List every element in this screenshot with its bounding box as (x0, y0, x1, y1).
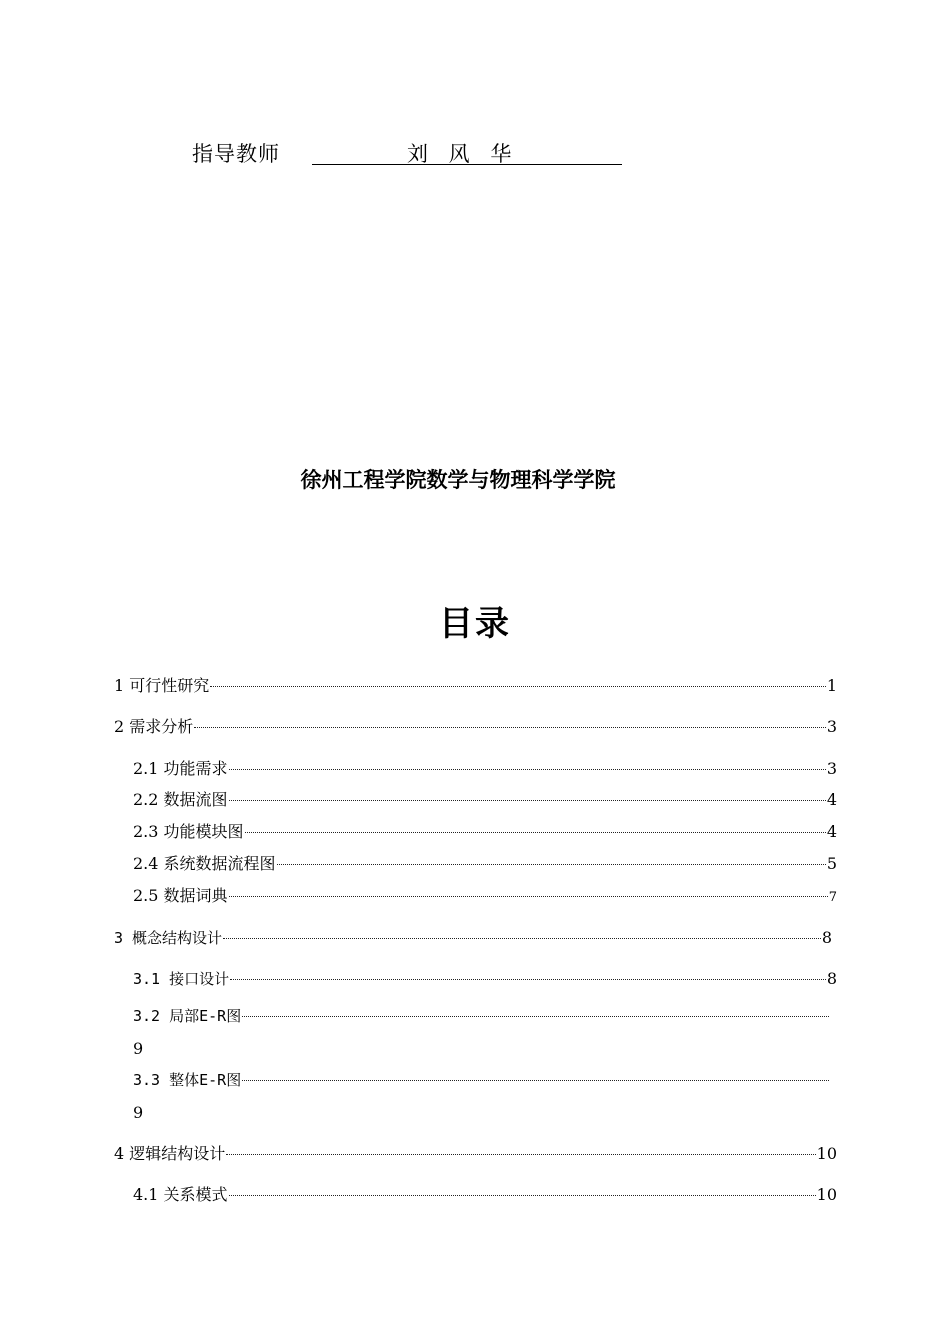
toc-entry-label: 2.1 功能需求 (133, 759, 228, 778)
college-name: 徐州工程学院数学与物理科学学院 (300, 468, 616, 492)
toc-entry-page: 8 (826, 969, 837, 988)
toc-leader-dots (245, 832, 826, 833)
toc-entry-page: 3 (826, 759, 837, 778)
toc-entry-page: 9 (133, 1039, 144, 1058)
toc-leader-dots (210, 686, 826, 687)
toc-entry-label: 3.1 接口设计 (133, 970, 230, 988)
toc-entry-label: 4.1 关系模式 (133, 1185, 228, 1204)
toc-entry[interactable] (133, 884, 837, 908)
toc-entry-page: 10 (816, 1144, 837, 1163)
toc-entry-page: 5 (826, 854, 837, 873)
toc-entry-label: 3 概念结构设计 (114, 929, 223, 947)
toc-leader-dots (242, 1080, 829, 1081)
toc-entry-label: 2.4 系统数据流程图 (133, 854, 276, 873)
toc-leader-dots (277, 864, 826, 865)
toc-entry-label: 2.3 功能模块图 (133, 822, 244, 841)
toc-title: 目录 (439, 604, 511, 644)
toc-entry-page: 1 (826, 676, 837, 695)
toc-entry[interactable] (133, 820, 837, 844)
toc-entry[interactable] (114, 926, 832, 950)
toc-entry-label: 2.2 数据流图 (133, 790, 228, 809)
toc-entry[interactable] (114, 715, 837, 739)
toc-entry-label: 2 需求分析 (114, 717, 194, 736)
toc-entry[interactable] (133, 788, 837, 812)
toc-entry-label: 2.5 数据词典 (133, 886, 228, 905)
toc-leader-dots (223, 938, 821, 939)
toc-leader-dots (229, 896, 828, 897)
advisor-label: 指导教师 (192, 142, 280, 166)
toc-leader-dots (230, 979, 826, 980)
toc-entry[interactable] (133, 852, 837, 876)
toc-leader-dots (229, 800, 826, 801)
toc-entry-page: 10 (816, 1185, 837, 1204)
toc-entry-page: 3 (826, 717, 837, 736)
toc-entry-label: 1 可行性研究 (114, 676, 210, 695)
toc-entry-label: 3.3 整体E-R图 (133, 1071, 242, 1089)
toc-entry-page: 7 (828, 890, 837, 905)
toc-leader-dots (229, 1195, 816, 1196)
toc-entry[interactable] (114, 1142, 837, 1166)
toc-entry[interactable] (133, 757, 837, 781)
advisor-name: 刘 风 华 (407, 142, 519, 166)
toc-leader-dots (194, 727, 826, 728)
toc-leader-dots (229, 769, 826, 770)
toc-entry-label: 3.2 局部E-R图 (133, 1007, 242, 1025)
toc-entry[interactable] (133, 1183, 837, 1207)
toc-entry-page: 4 (826, 822, 837, 841)
toc-entry-page: 4 (826, 790, 837, 809)
toc-entry-label: 4 逻辑结构设计 (114, 1144, 226, 1163)
toc-entry-page: 8 (821, 928, 832, 947)
toc-leader-dots (226, 1154, 815, 1155)
toc-entry[interactable] (133, 1068, 830, 1092)
toc-entry[interactable] (133, 1004, 830, 1028)
toc-entry[interactable] (133, 967, 837, 991)
toc-entry[interactable] (114, 674, 837, 698)
toc-leader-dots (242, 1016, 829, 1017)
toc-entry-page: 9 (133, 1103, 144, 1122)
